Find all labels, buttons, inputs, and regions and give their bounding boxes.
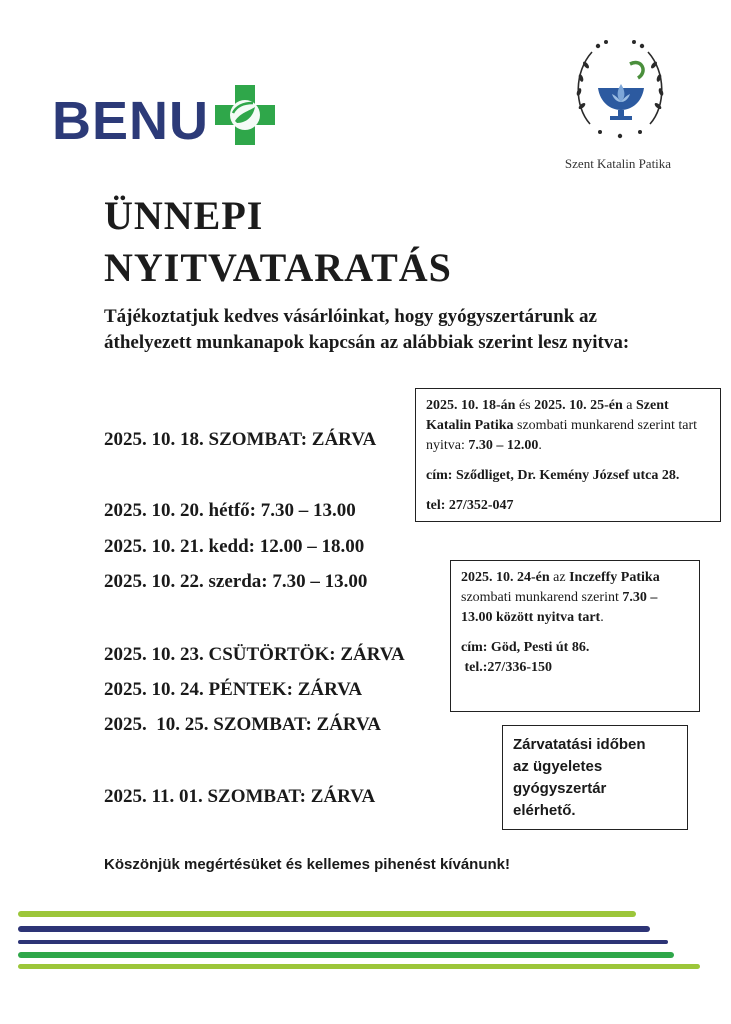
box1-phone-value: tel: 27/352-047 [426,498,514,513]
box2-text: . [600,610,604,625]
schedule-line: 2025. 11. 01. SZOMBAT: ZÁRVA [104,786,376,807]
box2-phone-value: tel.:27/336-150 [461,660,552,675]
page-title-line1: ÜNNEPI [104,193,264,238]
schedule-line: 2025. 10. 24. PÉNTEK: ZÁRVA [104,679,363,700]
box1-hours: 7.30 – 12.00 [468,438,539,453]
box1-notice [426,396,710,456]
decor-stripe-green-light [18,964,700,969]
box1-address [426,466,710,486]
box2-pharmacy-name: Inczeffy Patika [569,570,660,585]
schedule-line: 2025. 10. 25. SZOMBAT: ZÁRVA [104,714,381,735]
schedule-line: 2025. 10. 22. szerda: 7.30 – 13.00 [104,571,368,592]
box1-pharmacy-name: Szent Katalin Patika [426,398,669,433]
box1-date1: 2025. 10. 18-án [426,398,516,413]
info-box-szent-katalin [415,388,721,522]
box3-line: elérhető. [513,802,576,819]
box1-date2: 2025. 10. 25-én [534,398,623,413]
box2-text: szombati munkarend szerint [461,590,623,605]
box1-text: a [622,398,637,413]
decor-stripe-navy [18,926,650,932]
page-title-line2: NYITVATARATÁS [104,245,452,290]
intro-paragraph: Tájékoztatjuk kedves vásárlóinkat, hogy gyógyszertárunk az áthelyezett munkanapok kapcsán az alábbiak szerint lesz nyitva: [104,306,630,353]
schedule-line: 2025. 10. 18. SZOMBAT: ZÁRVA [104,429,377,450]
box1-phone [426,496,710,516]
pharmacy-emblem-icon [570,36,670,146]
benu-wordmark: BENU [52,91,210,151]
box3-line: az ügyeletes [513,758,603,775]
box2-address [461,638,689,658]
thanks-message: Köszönjük megértésüket és kellemes pihenést kívánunk! [104,856,510,873]
box1-text: szombati munkarend szerint tart nyitva: [426,418,698,453]
box1-text: és [515,398,535,413]
box2-phone [461,658,689,678]
box1-address-label: cím: [426,468,453,483]
box3-line: Zárvatatási időben [513,736,646,753]
box1-address-value: Sződliget, Dr. Kemény József utca 28. [452,468,680,483]
pharmacy-caption: Szent Katalin Patika [564,156,672,171]
box1-text: . [538,438,542,453]
box2-text: az [549,570,570,585]
decor-stripe-navy-thin [18,940,668,944]
decor-stripe-green-dark [18,952,674,958]
schedule-line: 2025. 10. 21. kedd: 12.00 – 18.00 [104,536,365,557]
box2-date: 2025. 10. 24-én [461,570,550,585]
decor-stripe-green [18,911,636,917]
schedule-line: 2025. 10. 23. CSÜTÖRTÖK: ZÁRVA [104,644,405,665]
box3-line: gyógyszertár [513,780,607,797]
box2-hours: 7.30 – 13.00 között nyitva tart [461,590,658,625]
box2-address-value: cím: Göd, Pesti út 86. [461,640,590,655]
info-box-inczeffy [450,560,700,712]
schedule-line: 2025. 10. 20. hétfő: 7.30 – 13.00 [104,500,356,521]
green-cross-hand-leaf-icon [213,83,277,152]
benu-logo [52,92,277,150]
box2-notice [461,568,689,628]
info-box-on-duty [502,725,688,830]
